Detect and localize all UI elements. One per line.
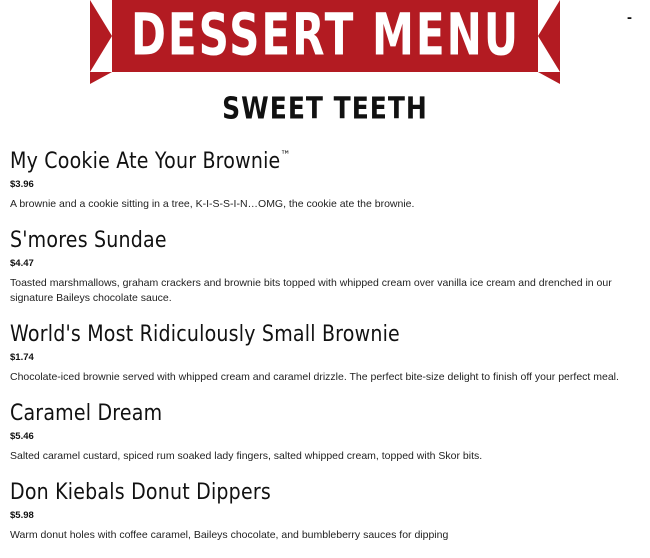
ribbon-tail-right (538, 72, 560, 84)
item-price: $5.98 (10, 510, 34, 522)
trademark-icon: ™ (280, 149, 291, 163)
item-name (10, 149, 640, 175)
item-description: A brownie and a cookie sitting in a tree, K-I-S-S-I-N…OMG, the cookie ate the brownie. (10, 197, 415, 210)
item-description: Chocolate-iced brownie served with whipped cream and caramel drizzle. The perfect bite-size delight to finish off your perfect meal. (10, 371, 619, 384)
item-name (10, 228, 640, 254)
item-name (10, 401, 640, 427)
corner-mark: - (627, 9, 632, 26)
item-name-text: World's Most Ridiculously Small Brownie (10, 321, 400, 348)
item-name (10, 480, 640, 506)
item-name-text: Caramel Dream (10, 400, 163, 427)
menu-items-list (0, 123, 650, 544)
list-item (10, 401, 640, 464)
banner-ribbon (90, 0, 560, 72)
list-item (10, 228, 640, 306)
item-name-text: My Cookie Ate Your Brownie (10, 147, 281, 174)
item-price: $3.96 (10, 178, 34, 190)
menu-title: DESSERT MENU (130, 1, 520, 70)
menu-subtitle: SWEET TEETH (222, 91, 428, 126)
item-price: $5.46 (10, 431, 34, 443)
list-item (10, 322, 640, 385)
item-name (10, 322, 640, 348)
item-description: Toasted marshmallows, graham crackers and brownie bits topped with whipped cream over vanilla ice cream and drenched in our signature Baileys chocolate sauce. (10, 276, 612, 305)
list-item (10, 480, 640, 543)
item-price: $4.47 (10, 257, 34, 269)
list-item (10, 149, 640, 212)
item-description: Salted caramel custard, spiced rum soaked lady fingers, salted whipped cream, topped with Skor bits. (10, 450, 483, 463)
item-name-text: S'mores Sundae (10, 226, 167, 253)
item-name-text: Don Kiebals Donut Dippers (10, 479, 271, 506)
menu-banner (0, 0, 650, 80)
item-description: Warm donut holes with coffee caramel, Baileys chocolate, and bumbleberry sauces for dipping (10, 529, 449, 542)
ribbon-tail-left (90, 72, 112, 84)
item-price: $1.74 (10, 352, 34, 364)
